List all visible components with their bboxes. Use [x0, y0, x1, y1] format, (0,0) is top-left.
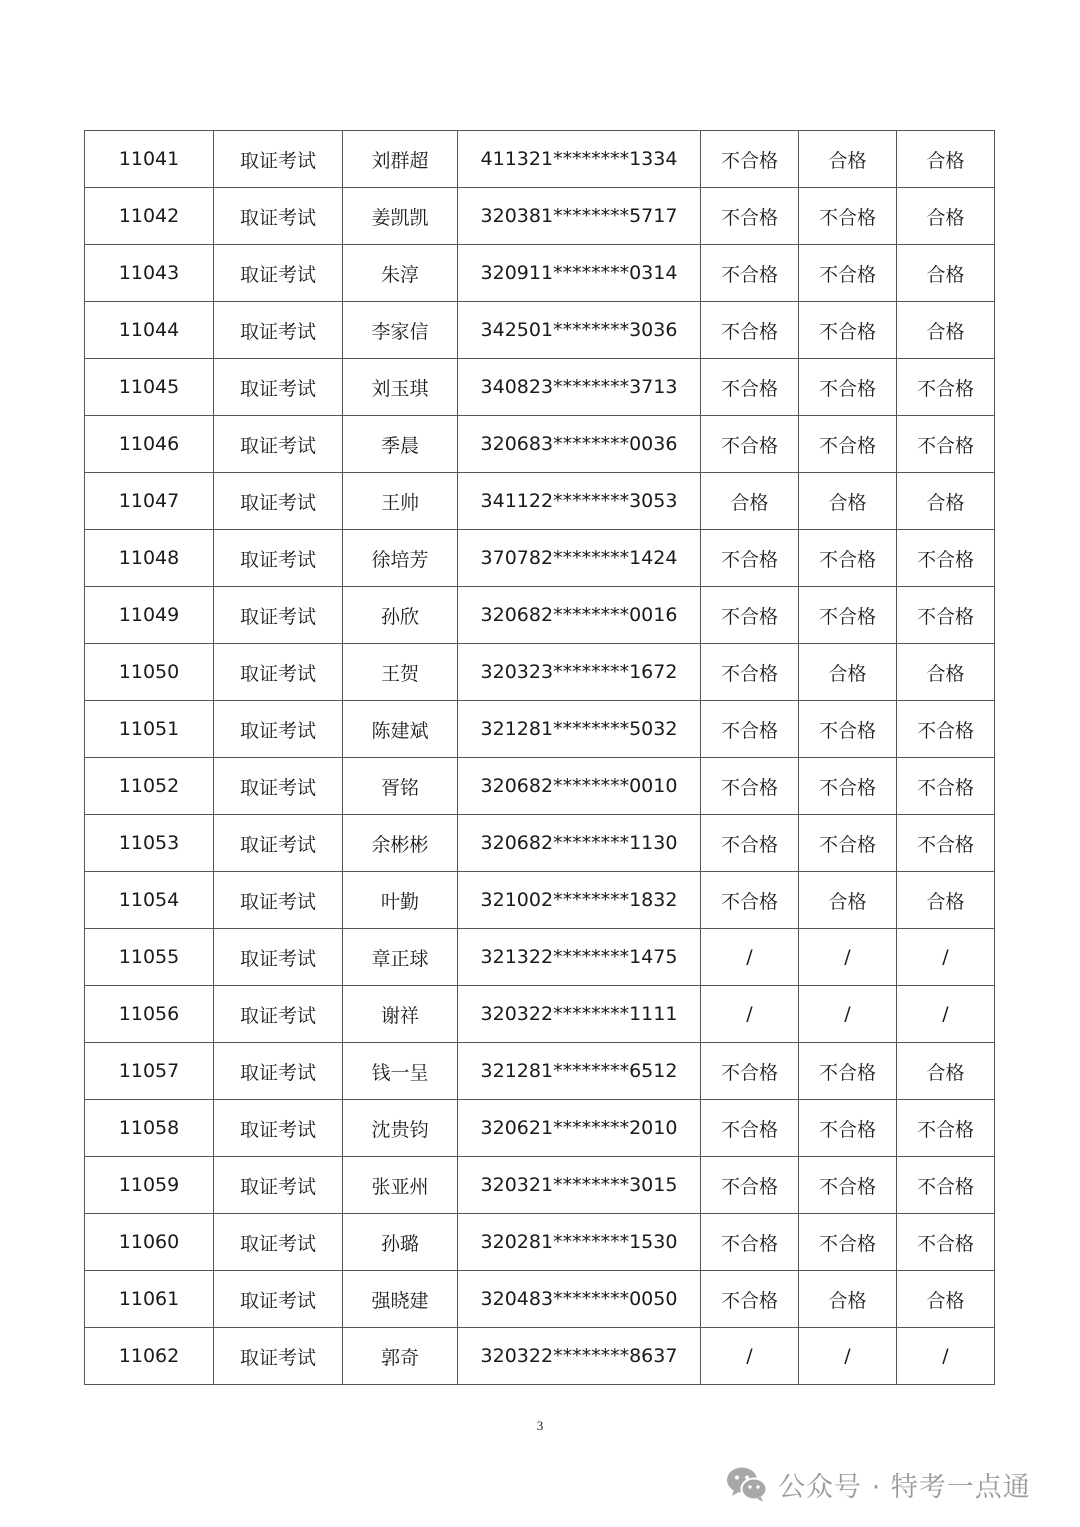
result-2-cell: 合格 [799, 473, 897, 530]
exam-type-cell: 取证考试 [214, 587, 343, 644]
result-2-cell: 不合格 [799, 701, 897, 758]
exam-number-cell: 11048 [85, 530, 214, 587]
candidate-name-cell: 朱淳 [343, 245, 458, 302]
candidate-name-cell: 余彬彬 [343, 815, 458, 872]
candidate-name-cell: 沈贵钧 [343, 1100, 458, 1157]
exam-type-cell: 取证考试 [214, 302, 343, 359]
id-number-cell: 321281********6512 [458, 1043, 701, 1100]
candidate-name-cell: 孙璐 [343, 1214, 458, 1271]
table-row [85, 701, 995, 758]
result-2-cell: 不合格 [799, 416, 897, 473]
exam-number-cell: 11059 [85, 1157, 214, 1214]
result-2-cell: 不合格 [799, 188, 897, 245]
exam-number-cell: 11047 [85, 473, 214, 530]
table-row [85, 416, 995, 473]
table-row [85, 245, 995, 302]
id-number-cell: 370782********1424 [458, 530, 701, 587]
result-1-cell: 不合格 [701, 245, 799, 302]
results-table-body [85, 131, 995, 1385]
result-1-cell: 不合格 [701, 815, 799, 872]
id-number-cell: 411321********1334 [458, 131, 701, 188]
result-2-cell: 不合格 [799, 587, 897, 644]
result-3-cell: 合格 [897, 302, 995, 359]
candidate-name-cell: 刘群超 [343, 131, 458, 188]
result-1-cell: 不合格 [701, 1214, 799, 1271]
result-1-cell: 不合格 [701, 701, 799, 758]
result-2-cell: 不合格 [799, 815, 897, 872]
result-2-cell: 不合格 [799, 359, 897, 416]
id-number-cell: 320323********1672 [458, 644, 701, 701]
exam-type-cell: 取证考试 [214, 644, 343, 701]
table-row [85, 1100, 995, 1157]
candidate-name-cell: 季晨 [343, 416, 458, 473]
candidate-name-cell: 李家信 [343, 302, 458, 359]
exam-number-cell: 11046 [85, 416, 214, 473]
candidate-name-cell: 强晓建 [343, 1271, 458, 1328]
result-3-cell: 不合格 [897, 530, 995, 587]
table-row [85, 815, 995, 872]
result-1-cell: 不合格 [701, 1100, 799, 1157]
exam-type-cell: 取证考试 [214, 1043, 343, 1100]
result-3-cell: 不合格 [897, 1157, 995, 1214]
result-2-cell: / [799, 1328, 897, 1385]
id-number-cell: 342501********3036 [458, 302, 701, 359]
result-2-cell: 不合格 [799, 530, 897, 587]
table-row [85, 929, 995, 986]
exam-type-cell: 取证考试 [214, 1214, 343, 1271]
result-3-cell: 不合格 [897, 815, 995, 872]
table-row [85, 1214, 995, 1271]
id-number-cell: 320911********0314 [458, 245, 701, 302]
result-3-cell: 不合格 [897, 1214, 995, 1271]
table-row [85, 758, 995, 815]
candidate-name-cell: 胥铭 [343, 758, 458, 815]
exam-number-cell: 11058 [85, 1100, 214, 1157]
candidate-name-cell: 张亚州 [343, 1157, 458, 1214]
id-number-cell: 321002********1832 [458, 872, 701, 929]
table-row [85, 530, 995, 587]
id-number-cell: 320683********0036 [458, 416, 701, 473]
result-2-cell: 不合格 [799, 1157, 897, 1214]
exam-number-cell: 11041 [85, 131, 214, 188]
result-3-cell: / [897, 1328, 995, 1385]
exam-number-cell: 11061 [85, 1271, 214, 1328]
exam-type-cell: 取证考试 [214, 872, 343, 929]
candidate-name-cell: 叶勤 [343, 872, 458, 929]
result-3-cell: / [897, 929, 995, 986]
table-row [85, 1271, 995, 1328]
table-row [85, 1043, 995, 1100]
result-1-cell: 不合格 [701, 1043, 799, 1100]
exam-type-cell: 取证考试 [214, 986, 343, 1043]
candidate-name-cell: 钱一呈 [343, 1043, 458, 1100]
id-number-cell: 321322********1475 [458, 929, 701, 986]
exam-number-cell: 11050 [85, 644, 214, 701]
candidate-name-cell: 王贺 [343, 644, 458, 701]
result-1-cell: 不合格 [701, 872, 799, 929]
id-number-cell: 320322********1111 [458, 986, 701, 1043]
page-number: 3 [536, 1418, 544, 1433]
result-3-cell: 不合格 [897, 587, 995, 644]
table-row [85, 587, 995, 644]
id-number-cell: 320483********0050 [458, 1271, 701, 1328]
result-2-cell: / [799, 929, 897, 986]
exam-type-cell: 取证考试 [214, 1271, 343, 1328]
result-3-cell: 不合格 [897, 416, 995, 473]
exam-number-cell: 11044 [85, 302, 214, 359]
result-2-cell: 不合格 [799, 1043, 897, 1100]
result-2-cell: 不合格 [799, 758, 897, 815]
result-3-cell: 合格 [897, 131, 995, 188]
result-1-cell: 不合格 [701, 530, 799, 587]
candidate-name-cell: 刘玉琪 [343, 359, 458, 416]
result-2-cell: 合格 [799, 872, 897, 929]
result-3-cell: 合格 [897, 644, 995, 701]
id-number-cell: 320321********3015 [458, 1157, 701, 1214]
candidate-name-cell: 陈建斌 [343, 701, 458, 758]
id-number-cell: 341122********3053 [458, 473, 701, 530]
result-1-cell: 不合格 [701, 188, 799, 245]
exam-type-cell: 取证考试 [214, 1157, 343, 1214]
exam-type-cell: 取证考试 [214, 1100, 343, 1157]
candidate-name-cell: 孙欣 [343, 587, 458, 644]
table-row [85, 473, 995, 530]
id-number-cell: 320381********5717 [458, 188, 701, 245]
result-3-cell: 不合格 [897, 758, 995, 815]
exam-number-cell: 11045 [85, 359, 214, 416]
exam-number-cell: 11049 [85, 587, 214, 644]
exam-type-cell: 取证考试 [214, 245, 343, 302]
id-number-cell: 320682********0016 [458, 587, 701, 644]
id-number-cell: 320322********8637 [458, 1328, 701, 1385]
result-3-cell: 合格 [897, 473, 995, 530]
result-3-cell: 不合格 [897, 1100, 995, 1157]
result-2-cell: / [799, 986, 897, 1043]
exam-number-cell: 11055 [85, 929, 214, 986]
candidate-name-cell: 王帅 [343, 473, 458, 530]
result-2-cell: 合格 [799, 644, 897, 701]
table-row [85, 302, 995, 359]
id-number-cell: 320682********1130 [458, 815, 701, 872]
table-row [85, 359, 995, 416]
exam-type-cell: 取证考试 [214, 416, 343, 473]
watermark [726, 1462, 1031, 1506]
result-3-cell: / [897, 986, 995, 1043]
table-row [85, 644, 995, 701]
exam-type-cell: 取证考试 [214, 131, 343, 188]
id-number-cell: 320281********1530 [458, 1214, 701, 1271]
result-2-cell: 不合格 [799, 1214, 897, 1271]
result-1-cell: / [701, 929, 799, 986]
result-1-cell: 不合格 [701, 1271, 799, 1328]
candidate-name-cell: 徐培芳 [343, 530, 458, 587]
result-1-cell: / [701, 986, 799, 1043]
candidate-name-cell: 章正球 [343, 929, 458, 986]
result-3-cell: 合格 [897, 1043, 995, 1100]
table-row [85, 1157, 995, 1214]
exam-number-cell: 11056 [85, 986, 214, 1043]
result-1-cell: 不合格 [701, 758, 799, 815]
result-3-cell: 合格 [897, 245, 995, 302]
result-1-cell: 合格 [701, 473, 799, 530]
result-3-cell: 合格 [897, 188, 995, 245]
exam-number-cell: 11052 [85, 758, 214, 815]
result-1-cell: 不合格 [701, 359, 799, 416]
exam-type-cell: 取证考试 [214, 701, 343, 758]
id-number-cell: 340823********3713 [458, 359, 701, 416]
watermark-text: 公众号 · 特考一点通 [778, 1471, 1031, 1503]
wechat-icon [726, 1465, 768, 1503]
result-2-cell: 合格 [799, 1271, 897, 1328]
exam-number-cell: 11060 [85, 1214, 214, 1271]
candidate-name-cell: 郭奇 [343, 1328, 458, 1385]
result-3-cell: 合格 [897, 1271, 995, 1328]
exam-number-cell: 11054 [85, 872, 214, 929]
table-row [85, 188, 995, 245]
exam-type-cell: 取证考试 [214, 188, 343, 245]
result-2-cell: 不合格 [799, 245, 897, 302]
exam-number-cell: 11053 [85, 815, 214, 872]
result-1-cell: 不合格 [701, 1157, 799, 1214]
id-number-cell: 320682********0010 [458, 758, 701, 815]
table-row [85, 986, 995, 1043]
exam-type-cell: 取证考试 [214, 473, 343, 530]
result-2-cell: 不合格 [799, 1100, 897, 1157]
table-row [85, 131, 995, 188]
result-2-cell: 合格 [799, 131, 897, 188]
result-1-cell: 不合格 [701, 131, 799, 188]
exam-type-cell: 取证考试 [214, 815, 343, 872]
result-3-cell: 合格 [897, 872, 995, 929]
exam-type-cell: 取证考试 [214, 929, 343, 986]
candidate-name-cell: 姜凯凯 [343, 188, 458, 245]
exam-number-cell: 11043 [85, 245, 214, 302]
result-1-cell: / [701, 1328, 799, 1385]
exam-type-cell: 取证考试 [214, 758, 343, 815]
table-row [85, 872, 995, 929]
result-2-cell: 不合格 [799, 302, 897, 359]
results-table [84, 130, 995, 1385]
exam-type-cell: 取证考试 [214, 1328, 343, 1385]
exam-number-cell: 11051 [85, 701, 214, 758]
exam-number-cell: 11057 [85, 1043, 214, 1100]
result-3-cell: 不合格 [897, 701, 995, 758]
exam-type-cell: 取证考试 [214, 359, 343, 416]
table-row [85, 1328, 995, 1385]
result-1-cell: 不合格 [701, 587, 799, 644]
exam-type-cell: 取证考试 [214, 530, 343, 587]
result-1-cell: 不合格 [701, 644, 799, 701]
result-1-cell: 不合格 [701, 302, 799, 359]
id-number-cell: 320621********2010 [458, 1100, 701, 1157]
id-number-cell: 321281********5032 [458, 701, 701, 758]
result-1-cell: 不合格 [701, 416, 799, 473]
exam-number-cell: 11062 [85, 1328, 214, 1385]
exam-number-cell: 11042 [85, 188, 214, 245]
candidate-name-cell: 谢祥 [343, 986, 458, 1043]
result-3-cell: 不合格 [897, 359, 995, 416]
